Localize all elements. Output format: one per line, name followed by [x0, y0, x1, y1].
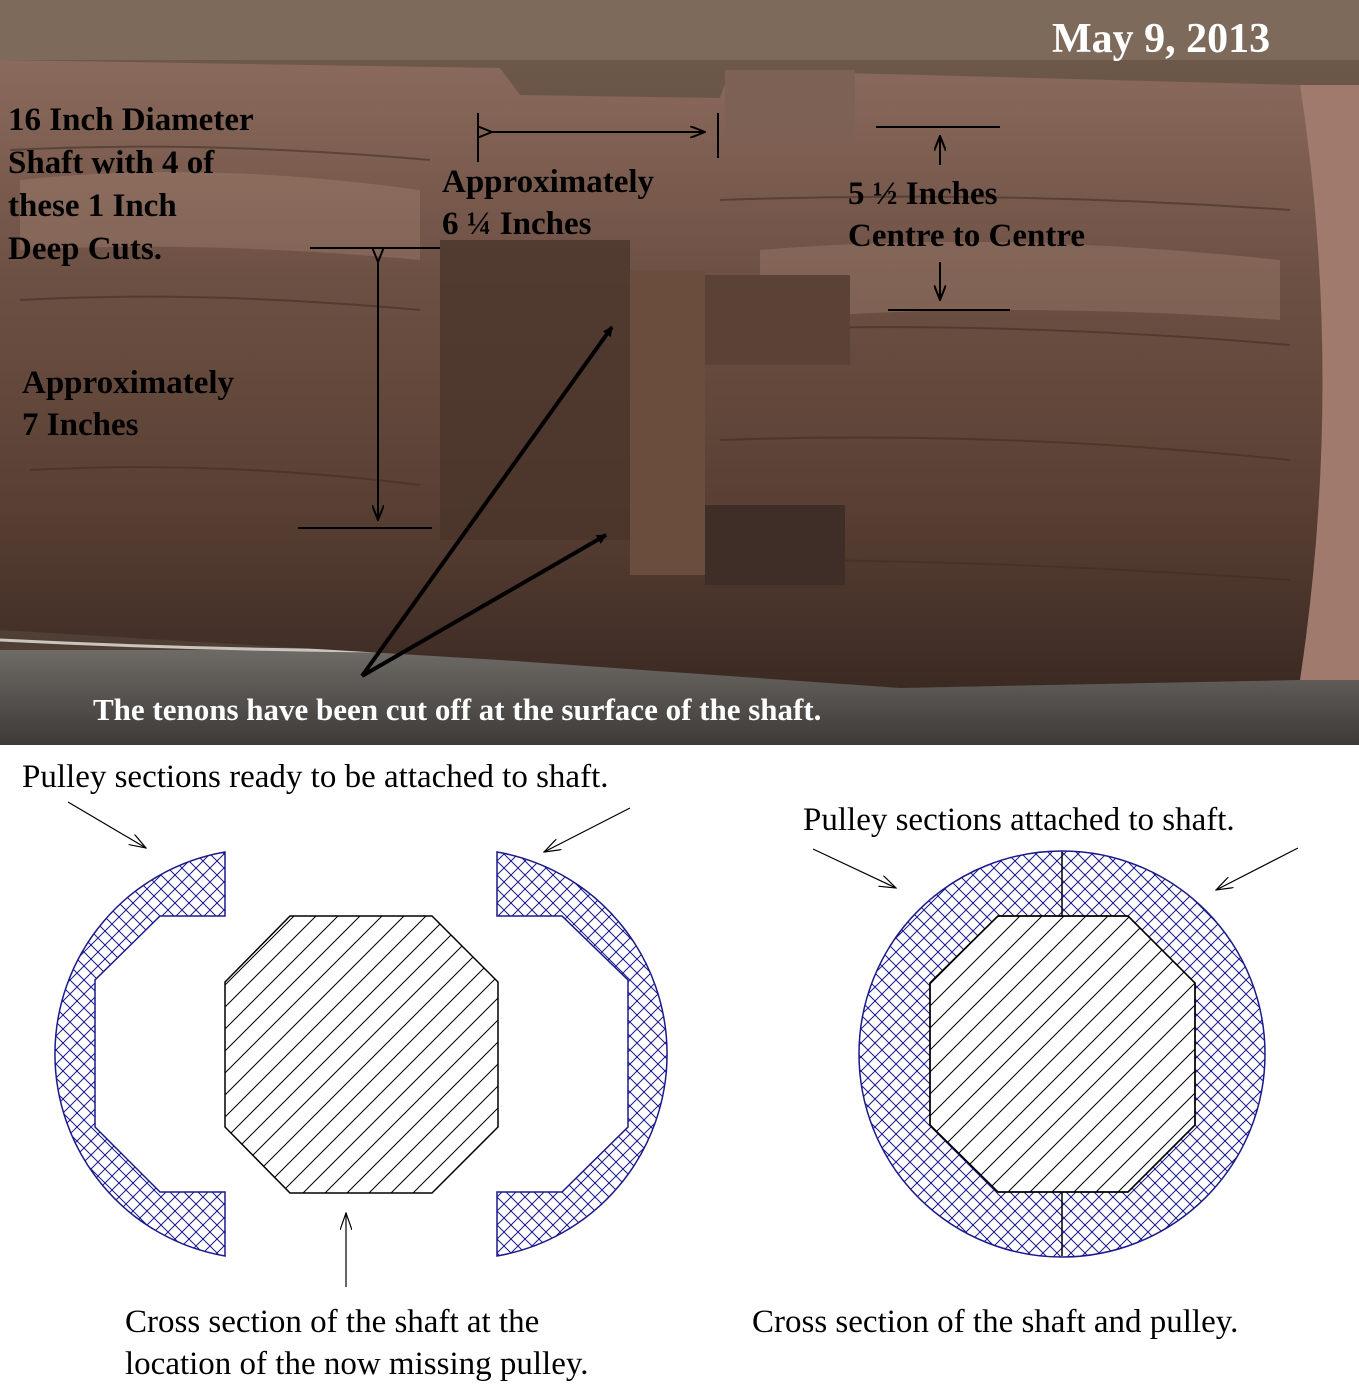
photo-date: May 9, 2013	[1052, 16, 1271, 62]
width-note-line-2: 6 ¼ Inches	[442, 206, 592, 242]
deep-cut-upper	[705, 275, 850, 365]
tenon-stub	[630, 270, 705, 575]
shaft-note-line-2: Shaft with 4 of	[8, 145, 215, 181]
tenon-note: The tenons have been cut off at the surface of the shaft.	[93, 692, 822, 727]
shaft-cross-section	[225, 916, 498, 1193]
assembled-caption: Cross section of the shaft and pulley.	[752, 1304, 1239, 1340]
ready-label: Pulley sections ready to be attached to shaft.	[22, 759, 609, 795]
deep-cut-lower	[705, 505, 845, 585]
height-note-line-2: 7 Inches	[22, 407, 139, 443]
shaft-note-line-4: Deep Cuts.	[8, 231, 162, 267]
assembled-shaft	[930, 916, 1195, 1192]
deep-cut-top	[725, 70, 855, 140]
shaft-caption-line-2: location of the now missing pulley.	[125, 1346, 589, 1382]
pulley-section-left	[55, 852, 225, 1256]
cross-section-diagram	[0, 745, 1359, 1398]
width-note-line-1: Approximately	[442, 164, 655, 200]
pulley-section-right	[497, 852, 667, 1256]
assembled-pulley	[859, 851, 1265, 1257]
shaft-note-line-3: these 1 Inch	[8, 188, 177, 224]
height-note-line-1: Approximately	[22, 365, 235, 401]
spacing-note-line-1: 5 ½ Inches	[848, 176, 998, 212]
shaft-note-line-1: 16 Inch Diameter	[8, 102, 254, 138]
attached-label: Pulley sections attached to shaft.	[803, 802, 1235, 838]
deep-cut-left	[440, 240, 630, 540]
spacing-note-line-2: Centre to Centre	[848, 218, 1086, 254]
shaft-caption-line-1: Cross section of the shaft at the	[125, 1304, 540, 1340]
